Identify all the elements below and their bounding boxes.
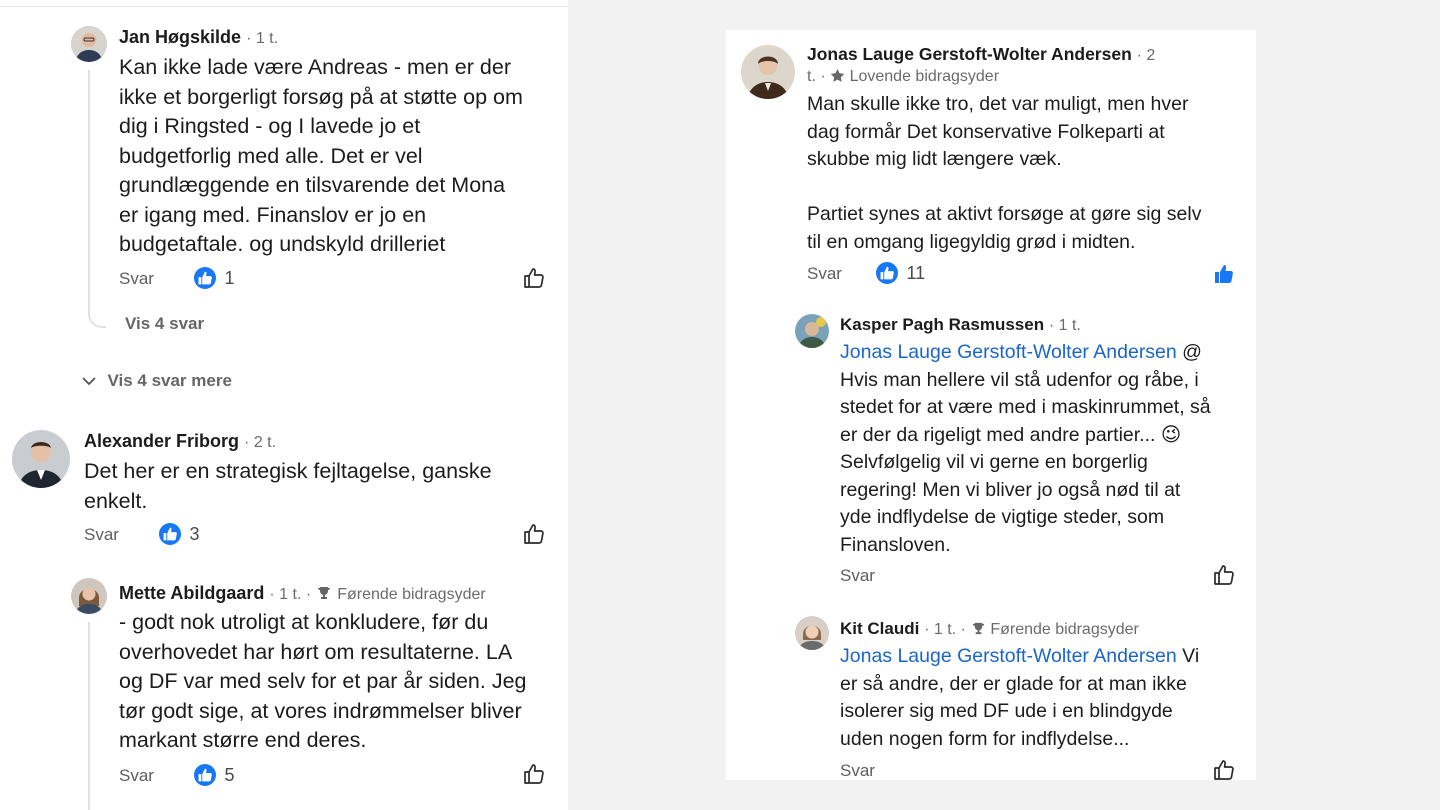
right-comments-panel: [726, 30, 1256, 780]
text-line: dag formår Det konservative Folkeparti at: [807, 120, 1165, 143]
text-line: Kan ikke lade være Andreas - men er der: [119, 55, 511, 79]
reply-button[interactable]: Svar: [119, 269, 154, 288]
text-line: Det her er en strategisk fejltagelse, ganske: [84, 459, 492, 483]
reaction-summary[interactable]: [194, 764, 234, 786]
text-line: yde indflydelse de vigtige steder, som: [840, 506, 1165, 528]
text-line: Man skulle ikke tro, det var muligt, men hver: [807, 93, 1189, 115]
reaction-count: 11: [906, 262, 926, 283]
chevron-down-icon: [81, 373, 97, 389]
text-line: - godt nok utroligt at konkludere, før du: [119, 610, 489, 634]
comment-text: [840, 643, 1250, 753]
reaction-summary[interactable]: [194, 267, 234, 289]
text-line: er der da rigeligt med andre partier... 😉: [840, 423, 1182, 446]
text-line: Selvfølgelig vil vi gerne en borgerlig: [840, 451, 1148, 473]
text-line: [807, 174, 1247, 202]
comment-meta-row: [807, 68, 999, 86]
like-badge-icon: [194, 764, 216, 786]
thread-connector: [88, 300, 106, 328]
thread-line: [88, 622, 90, 810]
avatar-kit[interactable]: [795, 616, 829, 650]
text-line: tør godt sige, at vores indrømmelser bliver: [119, 698, 522, 723]
comment-time: · 2 t.: [244, 434, 277, 451]
text-line: er igang med. Finanslov er jo en: [119, 202, 427, 227]
text-line: uden nogen form for indflydelse...: [840, 727, 1130, 750]
like-badge-icon: [159, 523, 181, 545]
reply-button[interactable]: Svar: [840, 761, 875, 780]
trophy-icon: [971, 621, 986, 636]
text-line: stedet for at være med i maskinrummet, så: [840, 396, 1211, 418]
reaction-summary[interactable]: [159, 523, 199, 545]
show-more-label: Vis 4 svar mere: [107, 371, 232, 390]
text-line: grundlæggende en tilsvarende det Mona: [119, 173, 506, 197]
star-icon: [830, 68, 845, 83]
comment-text: [840, 339, 1250, 559]
comment-text: [119, 608, 559, 756]
divider: [0, 6, 568, 7]
text-line: skubbe mig lidt længere væk.: [807, 148, 1062, 170]
comment-text: [807, 91, 1247, 256]
comment-text: [119, 53, 559, 260]
comment-text: [84, 457, 554, 516]
text-line: regering! Men vi bliver jo også nød til at: [840, 478, 1181, 501]
text-line: overhovedet har hørt om resultaterne. LA: [119, 639, 513, 664]
text-line: Finansloven.: [840, 533, 951, 556]
contributor-badge: Førende bidragsyder: [337, 586, 486, 603]
comment-time: · 1 t.: [1048, 317, 1081, 334]
avatar-alexander[interactable]: [12, 430, 70, 488]
comment-author[interactable]: [119, 583, 486, 604]
text-line: dig i Ringsted - og I lavede jo et: [119, 114, 421, 138]
reply-button[interactable]: Svar: [84, 525, 119, 544]
reply-button[interactable]: Svar: [840, 566, 875, 585]
comment-author[interactable]: [807, 44, 1155, 65]
reaction-count: 3: [189, 523, 200, 544]
avatar-mette[interactable]: [71, 578, 107, 614]
avatar-jan[interactable]: [71, 26, 107, 62]
trophy-icon: [316, 585, 332, 601]
text-line: Partiet synes at aktivt forsøge at gøre sig selv: [807, 203, 1202, 225]
text-line: markant større end deres.: [119, 728, 367, 752]
author-name[interactable]: Alexander Friborg: [84, 431, 240, 451]
left-comments-panel: [0, 0, 568, 810]
contributor-badge: Førende bidragsyder: [990, 621, 1139, 638]
reply-button[interactable]: Svar: [807, 264, 842, 283]
comment-time: · 2: [1136, 47, 1156, 64]
text-line: til en omgang ligegyldig grød i midten.: [807, 230, 1136, 253]
text-line: og DF var med selv for et par år siden. Jeg: [119, 669, 527, 693]
comment-time-cont: t. ·: [807, 68, 826, 85]
text-fragment: @: [1176, 341, 1202, 363]
thread-line: [88, 70, 90, 302]
like-badge-icon: [194, 267, 216, 289]
comment-author[interactable]: [84, 431, 276, 452]
text-line: Hvis man hellere vil stå udenfor og råbe, i: [840, 368, 1199, 391]
author-name[interactable]: Jan Høgskilde: [119, 27, 242, 47]
comment-author[interactable]: [840, 619, 1139, 639]
thumbs-up-outline-icon[interactable]: [522, 762, 546, 786]
text-line: er så andre, der er glade for at man ikke: [840, 672, 1187, 695]
text-line: [840, 643, 1250, 671]
comment-author[interactable]: [840, 315, 1081, 335]
author-name[interactable]: Kasper Pagh Rasmussen: [840, 315, 1045, 334]
text-fragment: Vi: [1176, 645, 1200, 667]
author-name[interactable]: Kit Claudi: [840, 619, 920, 638]
text-line: budgetaftale. og undskyld drilleriet: [119, 232, 446, 256]
thumbs-up-outline-icon[interactable]: [522, 266, 546, 290]
show-replies-link[interactable]: Vis 4 svar: [125, 314, 205, 333]
author-name[interactable]: Mette Abildgaard: [119, 583, 265, 603]
show-more-replies[interactable]: [81, 371, 232, 391]
reply-button[interactable]: Svar: [119, 766, 154, 785]
author-name[interactable]: Jonas Lauge Gerstoft-Wolter Andersen: [807, 44, 1132, 64]
mention-link[interactable]: Jonas Lauge Gerstoft-Wolter Andersen: [840, 645, 1177, 667]
thumbs-up-outline-icon[interactable]: [1212, 758, 1236, 782]
comment-time: · 1 t.: [246, 30, 279, 47]
comment-author[interactable]: [119, 27, 278, 48]
like-badge-icon: [876, 262, 898, 284]
avatar-kasper[interactable]: [795, 314, 829, 348]
text-line: [840, 339, 1250, 367]
comment-time: · 1 t. ·: [269, 586, 312, 603]
comment-time: · 1 t. ·: [924, 621, 966, 638]
avatar-jonas[interactable]: [741, 45, 795, 99]
mention-link[interactable]: Jonas Lauge Gerstoft-Wolter Andersen: [840, 341, 1177, 363]
contributor-badge: Lovende bidragsyder: [849, 68, 1000, 85]
reaction-summary[interactable]: [876, 262, 925, 284]
text-line: ikke et borgerligt forsøg på at støtte op om: [119, 84, 523, 109]
thumbs-up-filled-icon[interactable]: [1212, 262, 1236, 286]
reaction-count: 5: [224, 764, 235, 785]
text-line: isolerer sig med DF ude i en blindgyde: [840, 700, 1173, 722]
text-line: budgetforlig med alle. Det er vel: [119, 143, 423, 168]
thumbs-up-outline-icon[interactable]: [1212, 563, 1236, 587]
reaction-count: 1: [224, 267, 235, 288]
thumbs-up-outline-icon[interactable]: [522, 522, 546, 546]
text-line: enkelt.: [84, 488, 148, 513]
